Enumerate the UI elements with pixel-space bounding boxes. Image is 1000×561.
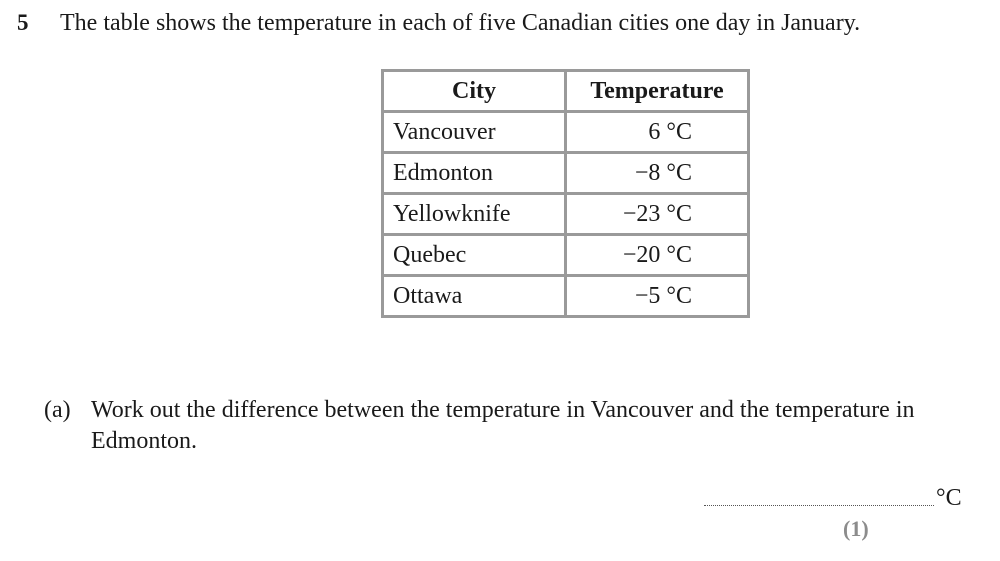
temperature-cell: 6 °C xyxy=(566,112,749,153)
question-stem: The table shows the temperature in each of five Canadian cities one day in January. xyxy=(60,10,861,36)
table-row xyxy=(383,276,749,317)
question-number: 5 xyxy=(17,10,29,35)
part-a-question: Work out the difference between the temperature in Vancouver and the temperature in Edmonton. xyxy=(91,397,915,454)
column-header-temperature: Temperature xyxy=(566,71,749,112)
temperature-cell: −23 °C xyxy=(566,194,749,235)
temperature-cell: −20 °C xyxy=(566,235,749,276)
city-cell: Quebec xyxy=(383,235,566,276)
temperature-table xyxy=(381,69,750,318)
table-row xyxy=(383,112,749,153)
column-header-city: City xyxy=(383,71,566,112)
city-cell: Yellowknife xyxy=(383,194,566,235)
answer-unit: °C xyxy=(936,485,962,511)
temperature-cell: −8 °C xyxy=(566,153,749,194)
city-cell: Edmonton xyxy=(383,153,566,194)
table-header-row xyxy=(383,71,749,112)
city-cell: Vancouver xyxy=(383,112,566,153)
table-row xyxy=(383,235,749,276)
part-a-label: (a) xyxy=(44,397,71,423)
city-cell: Ottawa xyxy=(383,276,566,317)
table-row xyxy=(383,194,749,235)
answer-line[interactable] xyxy=(704,505,934,506)
temperature-cell: −5 °C xyxy=(566,276,749,317)
table-row xyxy=(383,153,749,194)
marks-label: (1) xyxy=(843,516,869,541)
